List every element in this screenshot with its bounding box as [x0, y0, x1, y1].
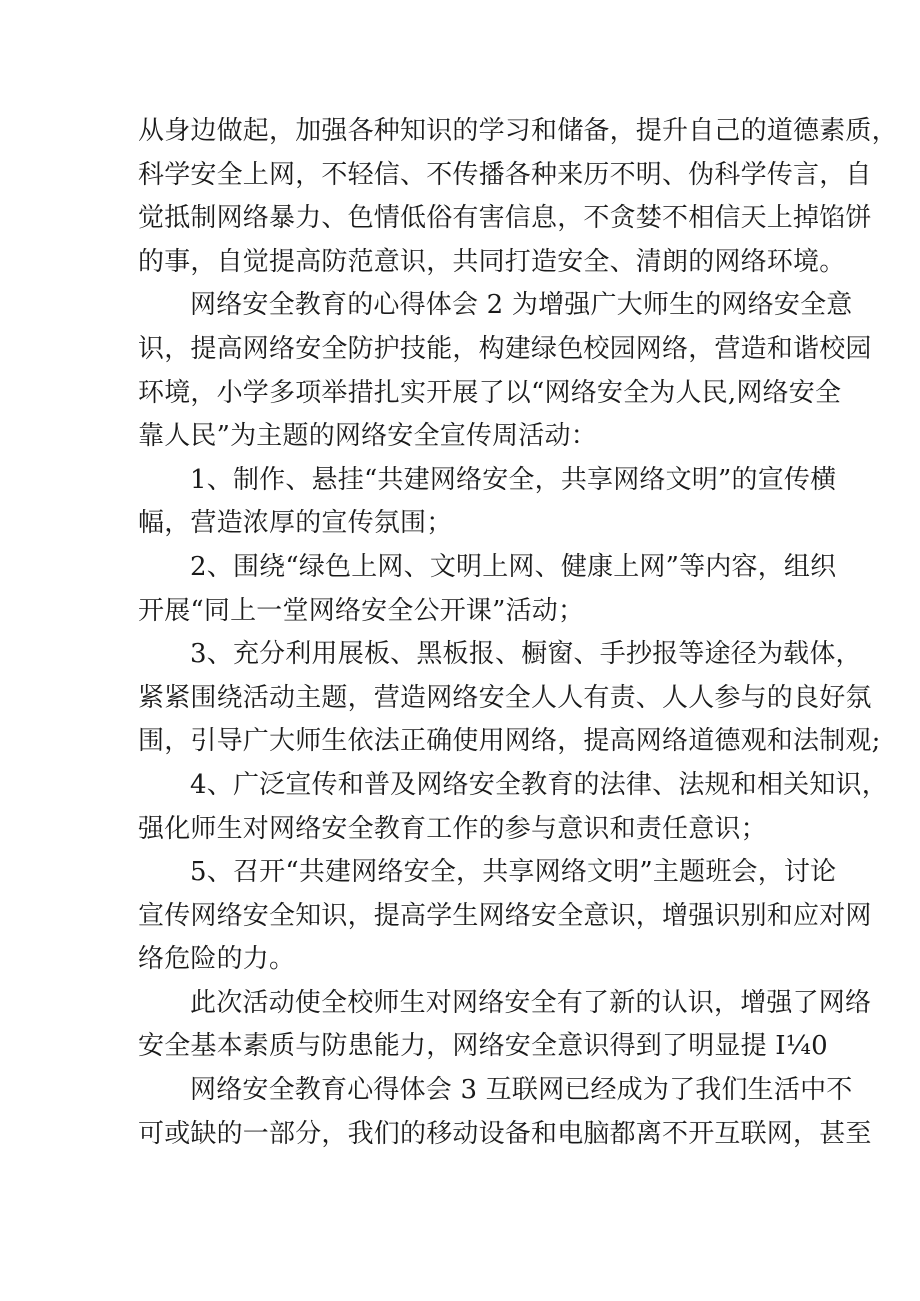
text-line: 从身边做起，加强各种知识的学习和储备，提升自己的道德素质， [138, 116, 898, 146]
text-line: 宣传网络安全知识，提高学生网络安全意识，增强识别和应对网 [138, 900, 872, 931]
text-line: 强化师生对网络安全教育工作的参与意识和责任意识； [138, 813, 767, 844]
text-line: 网络安全教育的心得体会 2 为增强广大师生的网络安全意 [190, 290, 853, 321]
text-line: 5、召开“共建网络安全，共享网络文明”主题班会，讨论 [190, 857, 837, 888]
text-line: 幅，营造浓厚的宣传氛围； [138, 508, 453, 539]
document-body [138, 110, 898, 1156]
paragraph [138, 110, 898, 284]
text-line: 网络安全教育心得体会 3 互联网已经成为了我们生活中不 [190, 1075, 853, 1106]
text-line: 科学安全上网，不轻信、不传播各种来历不明、伪科学传言，自 [138, 159, 872, 190]
text-line: 环境，小学多项举措扎实开展了以“网络安全为人民,网络安全 [138, 377, 842, 408]
text-line: 2、围绕“绿色上网、文明上网、健康上网”等内容，组织 [190, 551, 837, 582]
text-line: 紧紧围绕活动主题，营造网络安全人人有责、人人参与的良好氛 [138, 682, 872, 713]
paragraph [138, 633, 881, 764]
text-line: 3、充分利用展板、黑板报、橱窗、手抄报等途径为载体， [190, 639, 862, 670]
paragraph [138, 851, 872, 982]
text-line: 安全基本素质与防患能力，网络安全意识得到了明显提 I¼0 [138, 1031, 828, 1062]
paragraph [138, 982, 872, 1069]
paragraph [138, 284, 872, 458]
text-line: 4、广泛宣传和普及网络安全教育的法律、法规和相关知识， [190, 769, 888, 800]
text-line: 靠人民”为主题的网络安全宣传周活动： [138, 421, 597, 452]
paragraph [138, 459, 837, 546]
text-line: 此次活动使全校师生对网络安全有了新的认识，增强了网络 [190, 987, 872, 1018]
text-line: 的事，自觉提高防范意识，共同打造安全、清朗的网络环境。 [138, 246, 846, 277]
paragraph [138, 764, 888, 851]
text-line: 1、制作、悬挂“共建网络安全，共享网络文明”的宣传横 [190, 464, 837, 495]
text-line: 开展“同上一堂网络安全公开课”活动； [138, 595, 585, 626]
text-line: 络危险的力。 [138, 944, 296, 975]
paragraph [138, 546, 837, 633]
paragraph [138, 1069, 872, 1156]
text-line: 识，提高网络安全防护技能，构建绿色校园网络，营造和谐校园 [138, 333, 872, 364]
text-line: 围，引导广大师生依法正确使用网络，提高网络道德观和法制观; [138, 726, 881, 757]
text-line: 觉抵制网络暴力、色情低俗有害信息，不贪婪不相信天上掉馅饼 [138, 203, 872, 234]
text-line: 可或缺的一部分，我们的移动设备和电脑都离不开互联网，甚至 [138, 1118, 872, 1149]
